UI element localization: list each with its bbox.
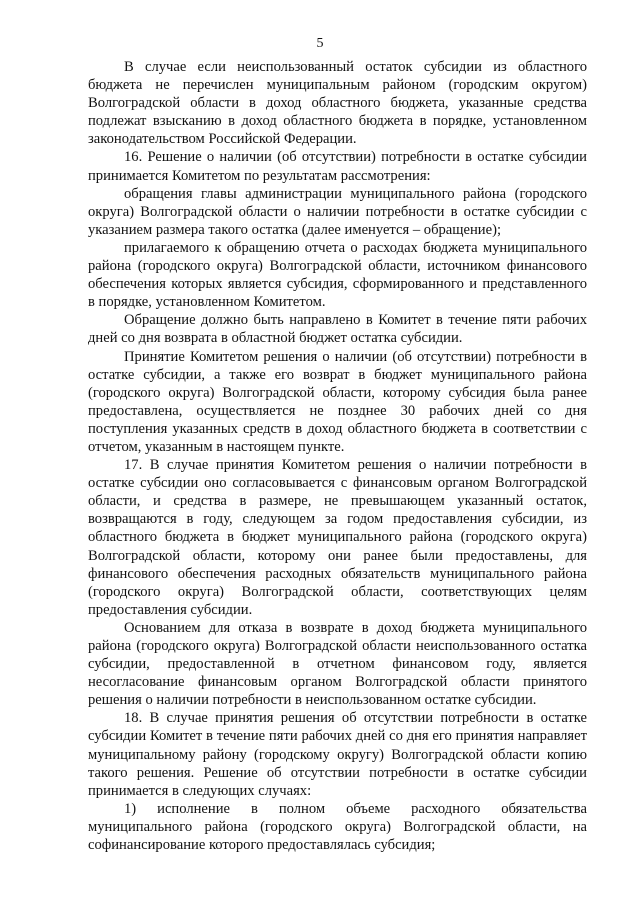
paragraph: прилагаемого к обращению отчета о расходах бюджета муниципального района (городского округа) Волгоградской области, источником финансового обеспечения которых является субсидия, сформированного и представленного в порядке, установленном Комитетом.: [88, 239, 587, 311]
paragraph: 1) исполнение в полном объеме расходного обязательства муниципального района (городского округа) Волгоградской области, на софинансирование которого предоставлялась субсидия;: [88, 800, 587, 854]
paragraph: 17. В случае принятия Комитетом решения о наличии потребности в остатке субсидии оно согласовывается с финансовым органом Волгоградской области, и средства в размере, не превышающем указанный остаток, возвращаются в году, следующем за годом предоставления субсидии, из областного бюджета в бюджет муниципального района (городского округа) Волгоградской области, которому они ранее были предоставлены, для финансового обеспечения расходных обязательств муниципального района (городского округа) Волгоградской области, соответствующих целям предоставления субсидии.: [88, 457, 587, 618]
paragraph: В случае если неиспользованный остаток субсидии из областного бюджета не перечислен муниципальным районом (городским округом) Волгоградской области в доход областного бюджета, указанные средства подлежат взысканию в доход областного бюджета в порядке, установленном законодательством Российской Федерации.: [88, 59, 587, 148]
paragraph: 18. В случае принятия решения об отсутствии потребности в остатке субсидии Комитет в течение пяти рабочих дней со дня его принятия направляет муниципальному району (городскому округу) Волгоградской области копию такого решения. Решение об отсутствии потребности в остатке субсидии принимается в следующих случаях:: [88, 710, 587, 799]
paragraph: обращения главы администрации муниципального района (городского округа) Волгоградской области о наличии потребности в остатке субсидии с указанием размера такого остатка (далее именуется – обращение);: [88, 185, 587, 238]
paragraph: Обращение должно быть направлено в Комитет в течение пяти рабочих дней со дня возврата в областной бюджет остатка субсидии.: [88, 312, 587, 347]
paragraph: Принятие Комитетом решения о наличии (об отсутствии) потребности в остатке субсидии, а также его возврат в бюджет муниципального района (городского округа) Волгоградской области, которому субсидия была ранее предоставлена, осуществляется не позднее 30 рабочих дней со дня поступления указанных средств в доход областного бюджета в соответствии с отчетом, указанным в настоящем пункте.: [88, 348, 587, 455]
paragraph: 16. Решение о наличии (об отсутствии) потребности в остатке субсидии принимается Комитетом по результатам рассмотрения:: [88, 149, 587, 184]
page-number: 5: [316, 36, 324, 51]
paragraph: Основанием для отказа в возврате в доход бюджета муниципального района (городского округа) Волгоградской области неиспользованного остатка субсидии, предоставленной в отчетном финансовом году, является несогласование финансовым органом Волгоградской области принятого решения о наличии потребности в неиспользованном остатке субсидии.: [88, 619, 587, 709]
document-body: [88, 58, 587, 854]
